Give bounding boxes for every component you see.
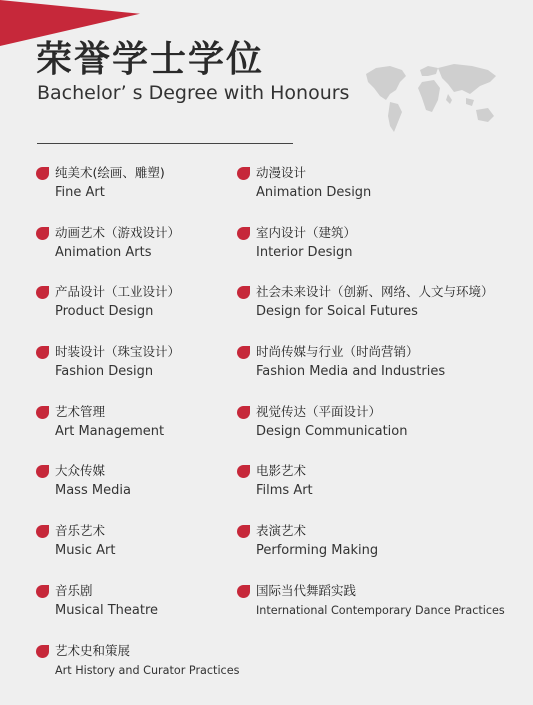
program-name-en: Musical Theatre: [55, 602, 158, 618]
program-item: [237, 224, 356, 263]
petal-bullet-icon: [36, 645, 49, 658]
program-row: [36, 582, 516, 642]
petal-bullet-icon: [237, 465, 250, 478]
program-item: [237, 343, 445, 382]
program-item: [36, 283, 180, 322]
petal-bullet-icon: [237, 585, 250, 598]
program-item: [36, 164, 165, 203]
program-name-en: Design Communication: [256, 423, 408, 439]
program-name-cn: 时尚传媒与行业（时尚营销）: [256, 344, 419, 360]
program-name-cn: 纯美术(绘画、雕塑): [55, 165, 165, 180]
program-row: [36, 462, 516, 522]
program-name-cn: 产品设计（工业设计）: [55, 284, 181, 300]
program-name-cn: 大众传媒: [55, 463, 106, 479]
program-name-cn: 表演艺术: [256, 523, 307, 539]
petal-bullet-icon: [36, 406, 49, 419]
petal-bullet-icon: [36, 585, 49, 598]
program-name-cn: 音乐艺术: [55, 523, 106, 539]
program-name-cn: 电影艺术: [256, 463, 307, 479]
petal-bullet-icon: [36, 167, 49, 180]
petal-bullet-icon: [36, 465, 49, 478]
program-name-cn: 国际当代舞蹈实践: [256, 582, 357, 598]
program-item: [36, 522, 115, 561]
program-item: [36, 343, 180, 382]
program-row: [36, 343, 516, 403]
program-item: [237, 462, 313, 501]
program-item: [237, 522, 378, 561]
petal-bullet-icon: [36, 346, 49, 359]
petal-bullet-icon: [36, 286, 49, 299]
petal-bullet-icon: [237, 346, 250, 359]
world-map-icon: [362, 60, 502, 138]
program-name-cn: 室内设计（建筑）: [256, 224, 357, 240]
petal-bullet-icon: [237, 406, 250, 419]
program-name-cn: 艺术史和策展: [55, 642, 131, 658]
program-item: [36, 642, 239, 681]
program-row: [36, 403, 516, 463]
program-name-en: Fine Art: [55, 185, 105, 200]
program-item: [237, 403, 407, 442]
program-name-cn: 艺术管理: [55, 403, 106, 419]
program-name-cn: 社会未来设计（创新、网络、人文与环境）: [256, 284, 494, 300]
program-name-en: Films Art: [256, 483, 313, 499]
program-name-cn: 动画艺术（游戏设计）: [55, 224, 181, 240]
petal-bullet-icon: [237, 525, 250, 538]
petal-bullet-icon: [36, 525, 49, 538]
program-name-en: Art Management: [55, 423, 165, 439]
program-name-en: Product Design: [55, 304, 154, 320]
page-title-cn: 荣誉学士学位: [36, 39, 265, 80]
page-title-en: Bachelor’ s Degree with Honours: [37, 82, 350, 104]
program-name-en: Animation Design: [256, 185, 372, 200]
petal-bullet-icon: [237, 227, 250, 240]
program-name-cn: 时装设计（珠宝设计）: [55, 344, 181, 360]
program-name-en: Performing Making: [256, 543, 379, 559]
divider-line: [37, 143, 293, 144]
program-name-en: Fashion Media and Industries: [256, 364, 446, 380]
program-name-en: International Contemporary Dance Practices: [256, 603, 505, 617]
program-name-en: Music Art: [55, 543, 116, 559]
program-item: [36, 224, 180, 263]
program-name-cn: 视觉传达（平面设计）: [256, 403, 382, 419]
program-item: [36, 403, 164, 442]
program-item: [36, 462, 131, 501]
program-item: [237, 582, 505, 621]
program-row: [36, 164, 516, 224]
program-row: [36, 522, 516, 582]
program-name-en: Design for Soical Futures: [256, 304, 418, 320]
program-row: [36, 224, 516, 284]
program-list: [36, 164, 516, 701]
petal-bullet-icon: [36, 227, 49, 240]
petal-bullet-icon: [237, 286, 250, 299]
program-item: [36, 582, 158, 621]
program-item: [237, 164, 371, 203]
program-item: [237, 283, 494, 322]
program-name-cn: 音乐剧: [55, 582, 93, 598]
petal-bullet-icon: [237, 167, 250, 180]
program-row: [36, 283, 516, 343]
program-name-cn: 动漫设计: [256, 165, 307, 180]
program-row: [36, 642, 516, 702]
program-name-en: Interior Design: [256, 244, 353, 260]
program-name-en: Art History and Curator Practices: [55, 663, 240, 677]
program-name-en: Mass Media: [55, 483, 131, 499]
program-name-en: Fashion Design: [55, 364, 154, 380]
program-name-en: Animation Arts: [55, 244, 152, 260]
